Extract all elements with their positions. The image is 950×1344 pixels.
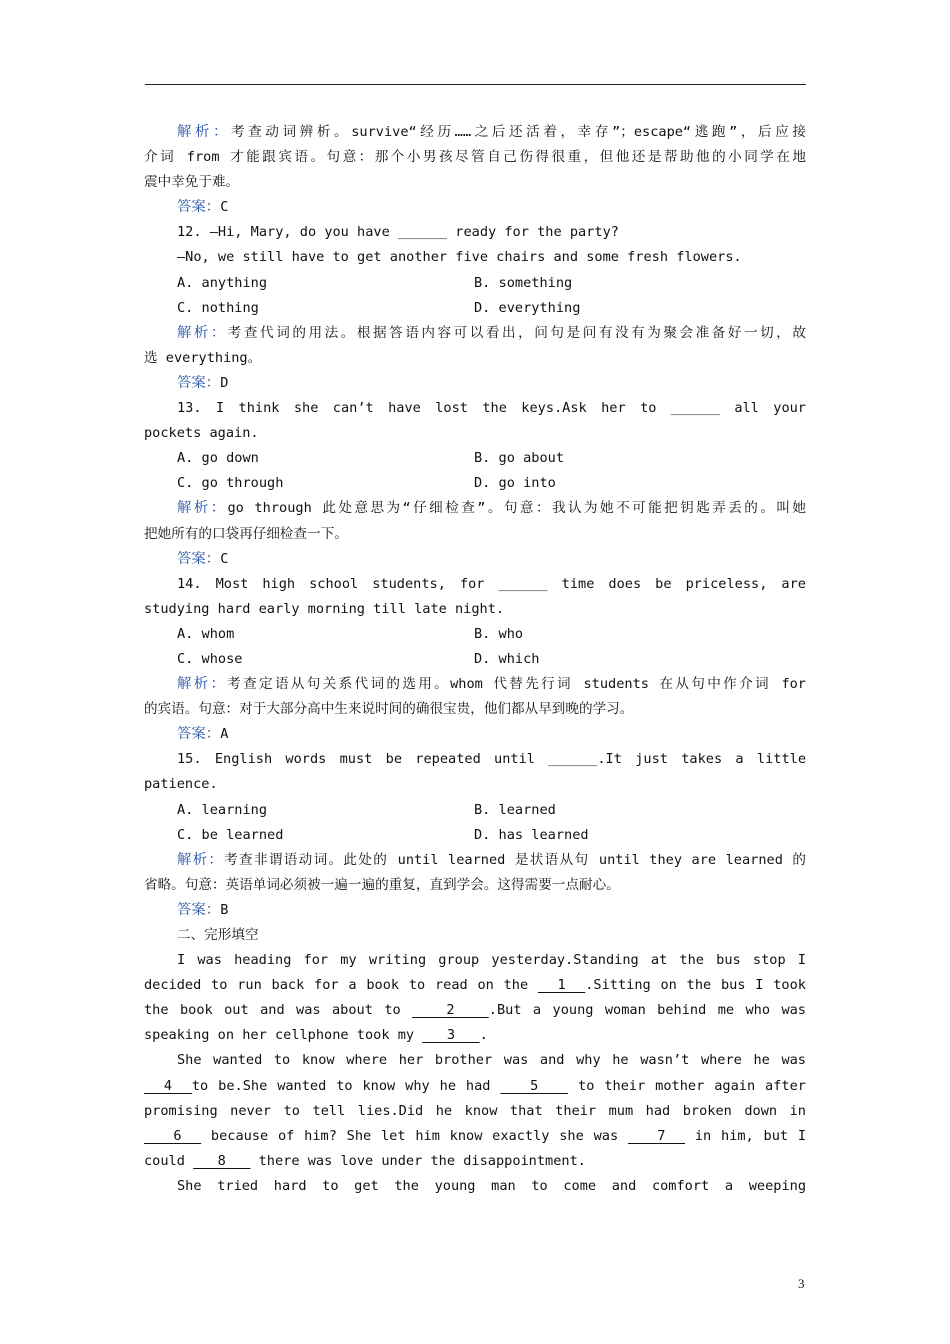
page-number: 3 xyxy=(798,1276,805,1291)
q12-options-row1 xyxy=(144,271,806,296)
cloze-p1-line3: the book out and was about to 2 .But a young woman behind me who was xyxy=(144,1002,806,1019)
q15-option-a: A. learning xyxy=(177,801,268,818)
section-title: 二、完形填空 xyxy=(177,927,259,943)
q15-stem-line1: 15. English words must be repeated until ______.It just takes a little xyxy=(177,751,806,768)
q13-stem-line1: 13. I think she can’t have lost the keys.Ask her to ______ all your xyxy=(177,400,806,417)
q11-analysis-line1: 解析：考查动词辨析。survive“经历……之后还活着，幸存”；escape“逃跑”，后应接 xyxy=(177,124,806,140)
q15-analysis-line1: 解析：考查非谓语动词。此处的 until learned 是状语从句 until they are learned 的 xyxy=(177,851,806,868)
cloze-p2-line2: 4 to be.She wanted to know why he had 5 to their mother again after xyxy=(163,1077,806,1094)
cloze-p1-line4: speaking on her cellphone took my 3 . xyxy=(144,1027,488,1044)
cloze-p2-line4: 6 because of him? She let him know exactly she was 7 in him, but I xyxy=(173,1127,807,1144)
q13-stem-line2: pockets again. xyxy=(144,425,259,442)
q12-option-d: D. everything xyxy=(474,299,581,316)
cloze-p1-line2: decided to run back for a book to read on the 1 .Sitting on the bus I took xyxy=(144,977,806,994)
q14-option-a: A. whom xyxy=(177,625,235,642)
blank-5: 5 xyxy=(530,1077,539,1094)
q11-answer: 答案：C xyxy=(177,199,229,216)
q12-stem-line2: —No, we still have to get another five chairs and some fresh flowers. xyxy=(177,249,742,266)
q14-options-row2 xyxy=(144,647,806,672)
header-rule xyxy=(145,84,806,85)
blank-8: 8 xyxy=(217,1152,226,1169)
blank-3: 3 xyxy=(446,1027,456,1044)
cloze-p2-line1: She wanted to know where her brother was and why he wasn’t where he was xyxy=(177,1052,806,1069)
q12-stem-line1: 12. —Hi, Mary, do you have ______ ready for the party? xyxy=(177,224,619,241)
q14-options-row1 xyxy=(144,622,806,647)
q13-options-row1 xyxy=(144,446,806,471)
blank-1: 1 xyxy=(557,977,566,994)
q15-stem-line2: patience. xyxy=(144,776,218,793)
blank-2: 2 xyxy=(446,1002,455,1019)
q12-option-c: C. nothing xyxy=(177,299,259,316)
cloze-p3-line1: She tried hard to get the young man to come and comfort a weeping xyxy=(177,1177,806,1194)
q14-analysis-line2: 的宾语。句意：对于大部分高中生来说时间的确很宝贵，他们都从早到晚的学习。 xyxy=(144,701,634,718)
q14-option-b: B. who xyxy=(474,625,524,642)
cloze-p2-line5: could 8 there was love under the disappointment. xyxy=(144,1152,586,1169)
q14-answer: 答案：A xyxy=(177,726,229,743)
q15-option-d: D. has learned xyxy=(474,826,589,843)
q13-analysis-line2: 把她所有的口袋再仔细检查一下。 xyxy=(144,525,348,542)
q11-analysis-line2: 介词 from 才能跟宾语。句意：那个小男孩尽管自己伤得很重，但他还是帮助他的小同学在地 xyxy=(144,149,806,166)
q12-analysis-line2: 选 everything。 xyxy=(144,349,262,366)
q13-answer: 答案：C xyxy=(177,550,229,567)
page-content xyxy=(144,120,806,1199)
q15-analysis-line2: 省略。句意：英语单词必须被一遍一遍的重复，直到学会。这得需要一点耐心。 xyxy=(144,876,620,893)
q15-options-row1 xyxy=(144,798,806,823)
q11-analysis-line3: 震中幸免于难。 xyxy=(144,174,240,191)
q12-option-b: B. something xyxy=(474,274,573,291)
q14-stem-line2: studying hard early morning till late night. xyxy=(144,600,505,617)
q13-option-a: A. go down xyxy=(177,450,259,467)
q12-answer: 答案：D xyxy=(177,374,229,391)
blank-4: 4 xyxy=(163,1077,173,1094)
q12-option-a: A. anything xyxy=(177,274,268,291)
q13-option-d: D. go into xyxy=(474,475,556,492)
q14-option-d: D. which xyxy=(474,650,540,667)
blank-7: 7 xyxy=(657,1127,666,1144)
q13-option-b: B. go about xyxy=(474,450,565,467)
cloze-p2-line3: promising never to tell lies.Did he know that their mum had broken down in xyxy=(144,1102,806,1119)
q13-option-c: C. go through xyxy=(177,475,284,492)
q15-options-row2 xyxy=(144,823,806,848)
cloze-p1-line1: I was heading for my writing group yesterday.Standing at the bus stop I xyxy=(177,952,806,969)
q14-analysis-line1: 解析：考查定语从句关系代词的选用。whom 代替先行词 students 在从句中作介词 for xyxy=(177,676,806,693)
q12-analysis-line1: 解析：考查代词的用法。根据答语内容可以看出，问句是问有没有为聚会准备好一切，故 xyxy=(177,324,806,341)
q13-analysis-line1: 解析：go through 此处意思为“仔细检查”。句意：我认为她不可能把钥匙弄丢的。叫她 xyxy=(177,500,806,517)
q15-option-c: C. be learned xyxy=(177,826,284,843)
q14-option-c: C. whose xyxy=(177,650,243,667)
blank-6: 6 xyxy=(173,1127,182,1144)
q15-answer: 答案：B xyxy=(177,901,229,918)
q14-stem-line1: 14. Most high school students, for ______ time does be priceless, are xyxy=(177,575,806,592)
q15-option-b: B. learned xyxy=(474,801,556,818)
q13-options-row2 xyxy=(144,471,806,496)
q12-options-row2 xyxy=(144,296,806,321)
